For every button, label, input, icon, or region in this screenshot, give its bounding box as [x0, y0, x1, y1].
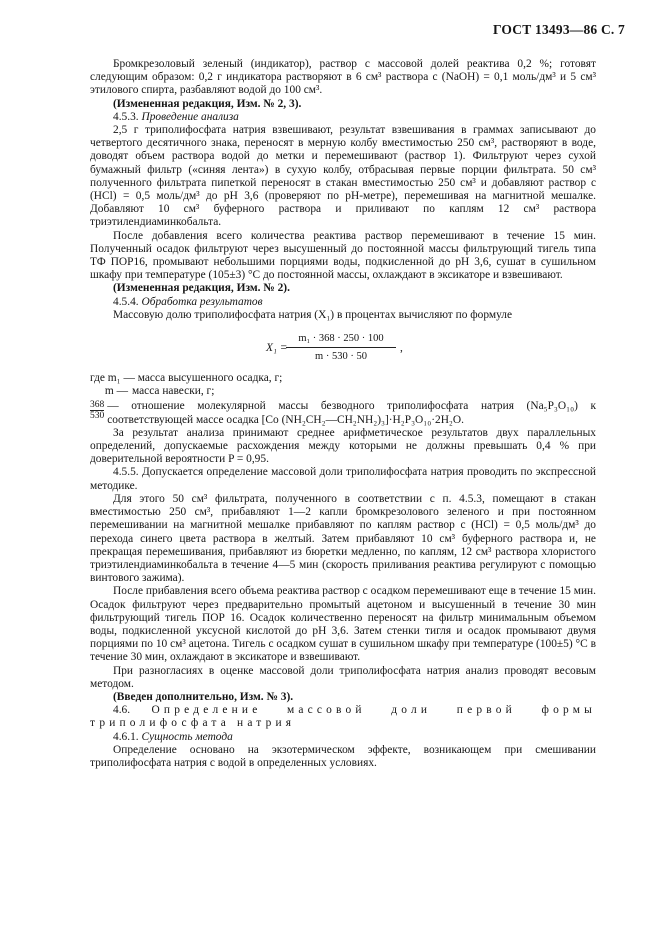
section-4-6-1 [90, 731, 596, 744]
paragraph-4-5-5: 4.5.5. Допускается определение массовой доли триполифосфата натрия проводить по экспрессной методике. [90, 466, 596, 492]
where-text: масса высушенного осадка, г; [137, 372, 283, 385]
ratio-fraction [90, 400, 104, 421]
ratio-explanation [90, 400, 596, 426]
ratio-text: — отношение молекулярной массы безводного триполифосфата натрия (Na₅P₃O₁₀) к соответствующей массе осадка [Co (NH₂CH₂—CH₂NH₂)₃]·H₂P₃O₁₀·2H₂O. [107, 400, 596, 426]
section-4-5-3 [90, 111, 596, 124]
paragraph-result: За результат анализа принимают среднее арифметическое результатов двух параллельных определений, допускаемые расхождения между которыми не должны превышать 0,4 % при доверительной вероятности P = 0,95. [90, 426, 596, 466]
section-number: 4.6.1. [113, 730, 139, 743]
where-item [90, 372, 596, 385]
ratio-numerator: 368 [90, 400, 105, 411]
section-title: Проведение анализа [141, 110, 239, 123]
page-header: ГОСТ 13493—86 С. 7 [492, 22, 625, 37]
formula-fraction [286, 332, 396, 363]
paragraph-express-method: Для этого 50 см³ фильтрата, полученного в соответствии с п. 4.5.3, помещают в стакан вместимостью 250 см³, прибавляют 1—2 капли бромкрезолового зеленого и при постоянном перемешивании на магнитной мешалке прибавляют по каплям раствор с (HCl) = 0,5 моль/дм³ до перехода синего цвета раствора в желтый. Затем прибавляют 10 см³ буферного раствора и, не прекращая перемешивания, прибавляют из бюретки медленно, по каплям, 12 см³ раствора хлористого триэтилендиаминкобальта в течение 4—5 мин (скорость приливания реактива регулируют с помощью винтового зажима). [90, 492, 596, 585]
paragraph-method-essence: Определение основано на экзотермическом эффекте, возникающем при смешивании триполифосфата натрия с водой в определенных условиях. [90, 743, 596, 769]
where-label: m — [104, 385, 128, 398]
formula-denominator: m · 530 · 50 [315, 351, 367, 363]
paragraph-filtration: После добавления всего количества реактива раствор перемешивают в течение 15 мин. Полученный осадок фильтруют через высушенный до постоянной массы фильтрующий тигель типа ТФ ПОР16, промывают небольшими порциями воды, подкисленной до pH 3,6, сушат в сушильном шкафу при температуре (105±3) °С до постоянной массы, охлаждают в эксикаторе и взвешивают. [90, 229, 596, 282]
document-body [90, 58, 596, 770]
edit-note-2: (Измененная редакция, Изм. № 2). [113, 282, 290, 295]
formula-tail: , [400, 342, 403, 355]
edit-note-1: (Измененная редакция, Изм. № 2, 3). [113, 97, 302, 110]
ratio-denominator: 530 [90, 411, 105, 422]
formula-numerator: m₁ · 368 · 250 · 100 [286, 332, 396, 348]
section-title: Сущность метода [141, 730, 233, 743]
section-4-5-4 [90, 296, 596, 309]
section-number: 4.5.3. [113, 110, 139, 123]
paragraph-indicator: Бромкрезоловый зеленый (индикатор), раствор с массовой долей реактива 0,2 %; готовят следующим образом: 0,2 г индикатора растворяют в 6 см³ раствора с (NaOH) = 0,1 моль/дм³ и 5 см³ этилового спирта, разбавляют водой до 100 см³. [90, 58, 596, 97]
paragraph-formula-intro: Массовую долю триполифосфата натрия (X₁) в процентах вычисляют по формуле [113, 308, 513, 321]
formula [90, 332, 596, 366]
section-number: 4.6. [113, 704, 131, 717]
edit-note-3: (Введен дополнительно, Изм. № 3). [113, 690, 294, 703]
paragraph-after-addition: После прибавления всего объема реактива раствор с осадком перемешивают еще в течение 15 мин. Осадок фильтруют через предварительно промытый ацетоном и высушенный в течение 30 мин фильтрующий тигель ПОР 16. Осадок количественно переносят на фильтр минимальным объемом воды, подкисленной уксусной кислотой до pH 3,6. Затем стенки тигля и осадок промывают двумя порциями по 10 см³ ацетона. Тигель с осадком сушат в сушильном шкафу при температуре (100±5) °С в течение 30 мин, охлаждают в эксикаторе и взвешивают. [90, 585, 596, 664]
where-text: масса навески, г; [132, 385, 215, 398]
paragraph-procedure: 2,5 г триполифосфата натрия взвешивают, результат взвешивания в граммах записывают до четвертого десятичного знака, переносят в мерную колбу вместимостью 250 см³, растворяют в воде, доводят объем раствора водой до метки и перемешивают (раствор 1). Фильтруют через сухой бумажный фильтр («синяя лента») в сухую колбу, отбрасывая первые порции фильтрата. 50 см³ полученного фильтрата пипеткой переносят в стакан вместимостью 250 см³ и добавляют раствор с (HCl) = 0,5 моль/дм³ до pH 3,6 (проверяют по pH-метре), перемешивая на магнитной мешалке. Добавляют 10 см³ буферного раствора и приливают по каплям 12 см³ раствора триэтилендиаминкобальта. [90, 124, 596, 229]
section-number: 4.5.4. [113, 295, 139, 308]
section-title: Определение массовой доли первой формы триполифосфата натрия [90, 704, 596, 730]
where-label: где m₁ — [90, 372, 135, 385]
where-item [90, 385, 596, 398]
section-4-6 [90, 704, 596, 730]
paragraph-disagreement: При разногласиях в оценке массовой доли триполифосфата натрия анализ проводят весовым методом. [90, 664, 596, 690]
formula-lhs: X₁ = [266, 342, 288, 355]
section-title: Обработка результатов [141, 295, 263, 308]
